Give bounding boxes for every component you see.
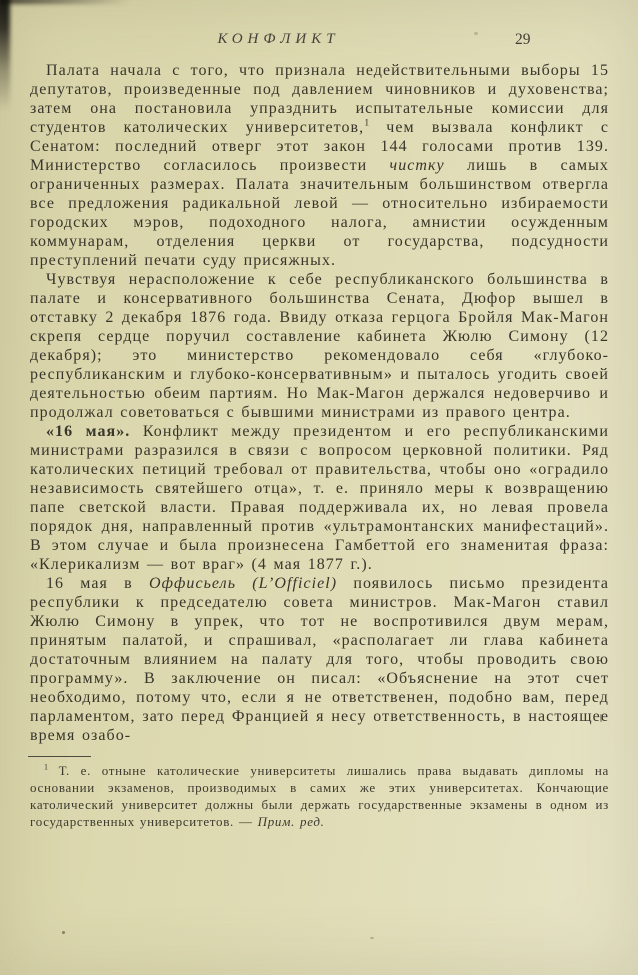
text-run: Чувствуя нерасположение к себе республиканского большинства в палате и консервативного большинства Сената, Дюфор вышел в отставку 2 декабря 1876 года. Ввиду отказа герцога Бройля Мак-Магон скрепя сердце поручил составление кабинета Жюлю Симону (12 декабря); это министерство рекомендовало себя «глубоко-республиканским и глубоко-консервативным» и пыталось угодить своей деятельностью обеим партиям. Но Мак-Магон держался недоверчиво и продолжал советоваться с бывшими министрами из правого центра. (30, 271, 609, 421)
footnote (30, 762, 609, 830)
text-run: Оффисьель (L’Officiel) (148, 575, 338, 592)
ink-speck (474, 32, 478, 35)
ink-speck (62, 931, 65, 934)
paragraph (30, 61, 609, 270)
footnote-marker: 1 (364, 117, 370, 129)
footnote-marker: 1 (44, 762, 49, 772)
text-run: лишь в самых ограниченных размерах. Палата значительным большинством отвергла все предложения радикальной левой — относительно избираемости городских мэров, подоходного налога, амнистии осужденным коммунарам, отделения церкви от государства, подсудности преступлений печати суду присяжных. (30, 157, 609, 269)
page-number: 29 (515, 31, 531, 48)
scan-edge-shadow (0, 0, 10, 144)
text-run: «16 мая». (46, 423, 131, 440)
text-run: 16 мая в (46, 575, 149, 592)
footnote-divider (28, 756, 91, 757)
text-run: чем вызвала конфликт с Сенатом: последний отверг этот закон 144 голосами против 139. Министерство согласилось произвести (30, 119, 609, 174)
body-text (30, 61, 609, 745)
text-run: Палата начала с того, что признала недействительными выборы 15 депутатов, произведенные под давлением чиновников и духовенства; затем она постановила упразднить испытательные комиссии для студентов католических университетов, (30, 62, 609, 136)
text-run: Т. е. отныне католические университеты лишались права выдавать дипломы на основании экзаменов, производимых в самих же этих университетах. Кончающие католический университет должны были держать государственные экзамены в одном из государственных университетов. — (30, 763, 609, 829)
text-run: появилось письмо президента республики к председателю совета министров. Мак-Магон ставил Жюлю Симону в упрек, что тот не воспротивился двум мерам, принятым палатой, и спрашивал, «располагает ли глава кабинета достаточным влиянием на палату для того, чтобы проводить свою программу». В заключение он писал: «Объяснение на этот счет необходимо, потому что, если я не ответственен, подобно вам, перед парламентом, зато перед Францией я несу ответственность, в настоящее время озабо- (30, 575, 610, 744)
scan-top-shadow (0, 0, 130, 4)
paragraph (30, 270, 609, 422)
text-run: Конфликт между президентом и его республиканскими министрами разразился в связи с вопросом церковной политики. Ряд католических петиций требовал от правительства, чтобы оно «оградило независимость святейшего отца», т. е. приняло меры к возвращению папе светской власти. Правая поддерживала их, но левая провела порядок дня, направленный против «ультрамонтанских манифестаций». В этом случае и была произнесена Гамбеттой его знаменитая фраза: «Клерикализм — вот враг» (4 мая 1877 г.). (30, 423, 609, 573)
page-content (30, 61, 609, 830)
running-head (28, 31, 609, 51)
running-title: КОНФЛИКТ (217, 31, 340, 47)
paragraph (30, 422, 609, 574)
ink-speck (370, 937, 374, 939)
text-run: чистку (389, 157, 445, 174)
text-run: Прим. ред. (257, 814, 325, 829)
ink-speck (600, 714, 602, 722)
paragraph (30, 574, 609, 745)
